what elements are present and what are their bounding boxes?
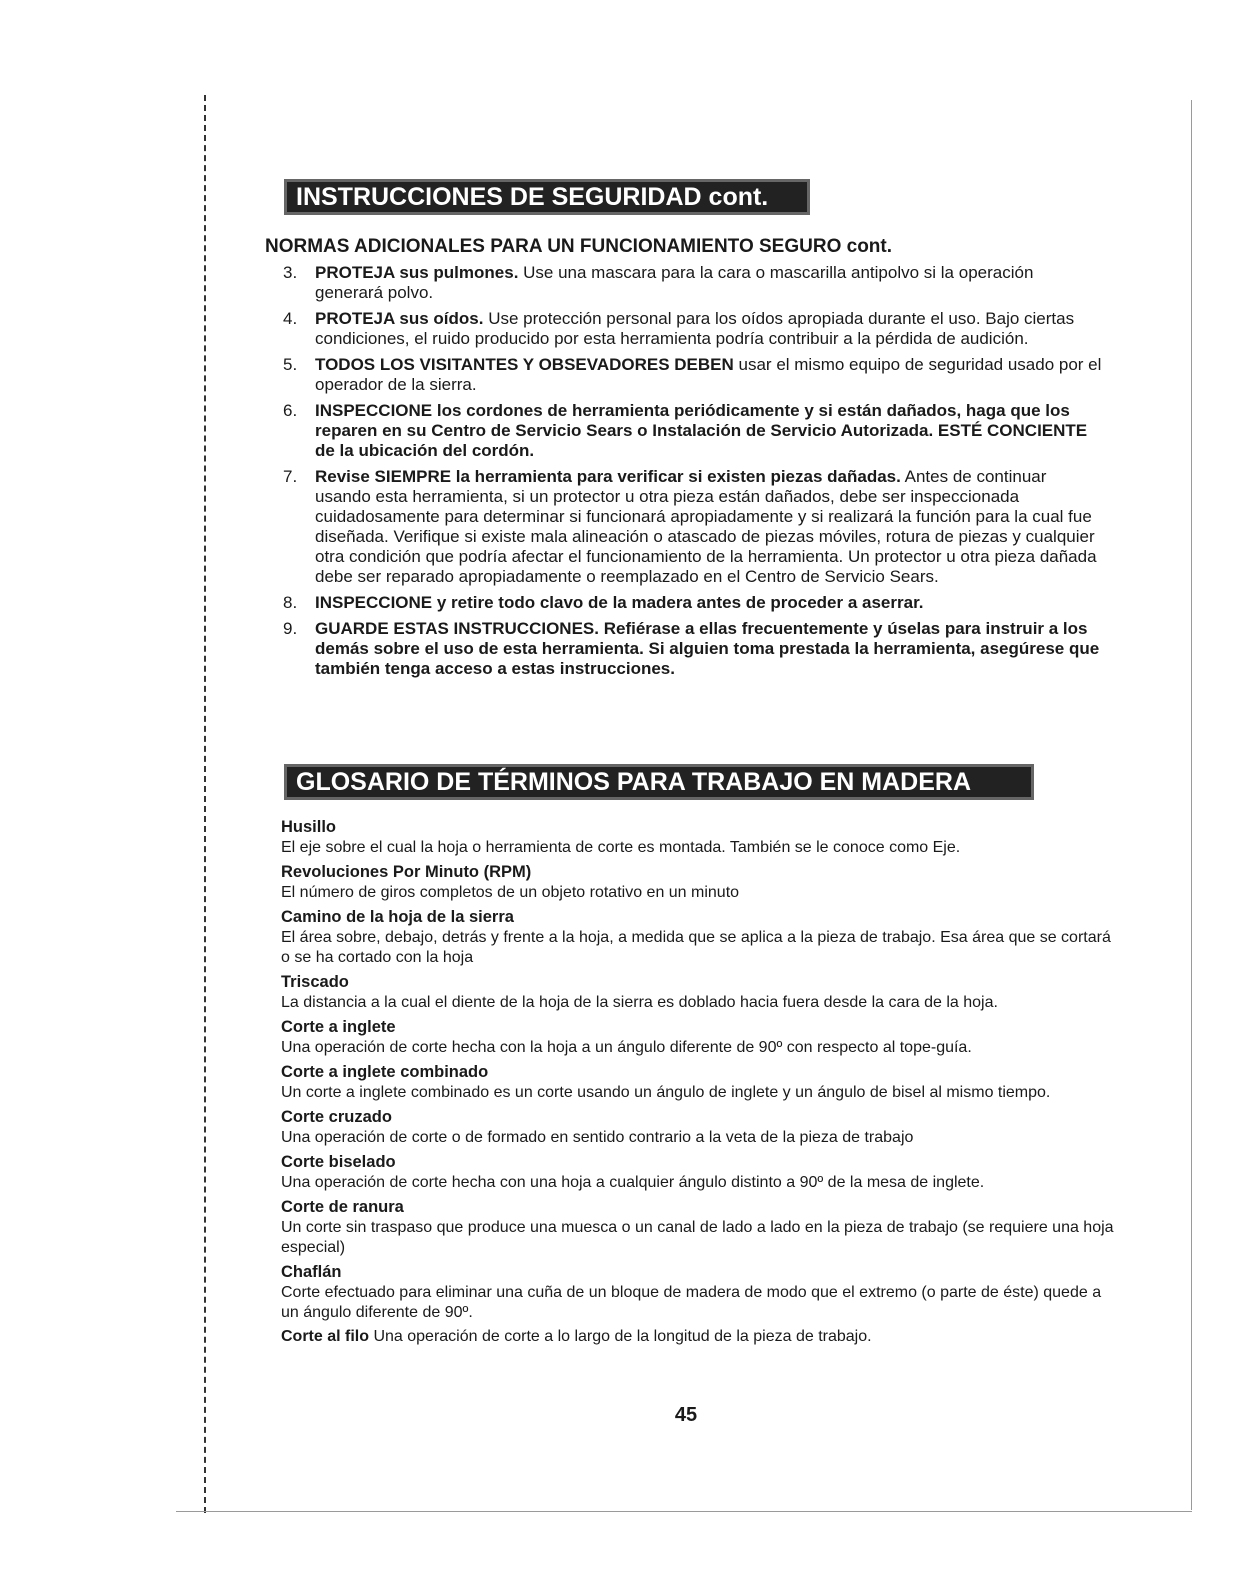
safety-section-header: INSTRUCCIONES DE SEGURIDAD cont. (284, 179, 810, 215)
glossary-term: Corte de ranura (281, 1198, 404, 1216)
glossary-term: Triscado (281, 973, 349, 991)
rule-item: 6. INSPECCIONE los cordones de herramienta periódicamente y si están dañados, haga que los reparen en su Centro de Servicio Sears o Instalación de Servicio Autorizada. ESTÉ CONCIENTE de la ubicación del cordón. (283, 401, 1088, 460)
glossary-term: Husillo (281, 818, 337, 836)
rule-item: 5. TODOS LOS VISITANTES Y OBSEVADORES DEBEN usar el mismo equipo de seguridad usado por el operador de la sierra. (283, 355, 1102, 394)
glossary-definition: Un corte sin traspaso que produce una muesca o un canal de lado a lado en la pieza de trabajo (se requiere una hoja especial) (281, 1219, 1114, 1256)
left-margin-rule (204, 95, 206, 1513)
glossary-term: Corte biselado (281, 1153, 396, 1171)
glossary-list (281, 816, 1121, 1348)
glossary-inline-entry (281, 1326, 1121, 1348)
glossary-definition: Una operación de corte hecha con una hoja a cualquier ángulo distinto a 90º de la mesa de inglete. (281, 1174, 985, 1191)
rule-item: 9. GUARDE ESTAS INSTRUCCIONES. Refiérase a ellas frecuentemente y úselas para instruir a los demás sobre el uso de esta herramienta. Si alguien toma prestada la herramienta, asegúrese que también tenga acceso a estas instrucciones. (283, 619, 1100, 678)
glossary-definition: Una operación de corte hecha con la hoja a un ángulo diferente de 90º con respecto al tope-guía. (281, 1039, 972, 1056)
glossary-definition: Un corte a inglete combinado es un corte usando un ángulo de inglete y un ángulo de bisel al mismo tiempo. (281, 1084, 1051, 1101)
glossary-term: Chaflán (281, 1263, 342, 1281)
safety-subheading: NORMAS ADICIONALES PARA UN FUNCIONAMIENTO SEGURO cont. (265, 236, 893, 257)
glossary-term: Corte cruzado (281, 1108, 392, 1126)
glossary-definition: El número de giros completos de un objeto rotativo en un minuto (281, 884, 740, 901)
rule-item: 8. INSPECCIONE y retire todo clavo de la madera antes de proceder a aserrar. (283, 593, 924, 612)
glossary-definition: Corte efectuado para eliminar una cuña de un bloque de madera de modo que el extremo (o parte de éste) quede a un ángulo diferente de 90º. (281, 1284, 1102, 1321)
glossary-definition: Una operación de corte o de formado en sentido contrario a la veta de la pieza de trabajo (281, 1129, 914, 1146)
glossary-term: Corte a inglete combinado (281, 1063, 489, 1081)
glossary-term: Revoluciones Por Minuto (RPM) (281, 863, 532, 881)
glossary-section-header: GLOSARIO DE TÉRMINOS PARA TRABAJO EN MADERA (284, 764, 1034, 800)
glossary-definition: El área sobre, debajo, detrás y frente a la hoja, a medida que se aplica a la pieza de trabajo. Esa área que se cortará o se ha cortado con la hoja (281, 929, 1111, 966)
glossary-term: Corte al filo (281, 1328, 370, 1345)
bottom-margin-rule (176, 1511, 1192, 1512)
glossary-definition: El eje sobre el cual la hoja o herramienta de corte es montada. También se le conoce como Eje. (281, 839, 961, 856)
rule-item: 4. PROTEJA sus oídos. Use protección personal para los oídos apropiada durante el uso. Bajo ciertas condiciones, el ruido producido por esta herramienta podría contribuir a la pérdida de audición. (283, 309, 1075, 348)
glossary-term: Corte a inglete (281, 1018, 396, 1036)
rule-item: 7. Revise SIEMPRE la herramienta para verificar si existen piezas dañadas. Antes de continuar usando esta herramienta, si un protector u otra pieza están dañados, debe ser inspeccionada cuidadosamente para determinar si funcionará apropiadamente y si realizará la función para la cual fue diseñada. Verifique si existe mala alineación o atascado de piezas móviles, rotura de piezas y cualquier otra condición que podría afectar el funcionamiento de la herramienta. Un protector u otra pieza dañada debe ser reparado apropiadamente o reemplazado en el Centro de Servicio Sears. (283, 467, 1097, 586)
glossary-definition: Una operación de corte a lo largo de la longitud de la pieza de trabajo. (369, 1328, 872, 1345)
glossary-term: Camino de la hoja de la sierra (281, 908, 514, 926)
rule-item: 3. PROTEJA sus pulmones. Use una mascara para la cara o mascarilla antipolvo si la operación generará polvo. (283, 263, 1034, 302)
glossary-definition: La distancia a la cual el diente de la hoja de la sierra es doblado hacia fuera desde la cara de la hoja. (281, 994, 998, 1011)
safety-rules-list (283, 263, 1103, 685)
right-margin-rule (1191, 100, 1192, 1510)
page-number: 45 (674, 1404, 698, 1426)
